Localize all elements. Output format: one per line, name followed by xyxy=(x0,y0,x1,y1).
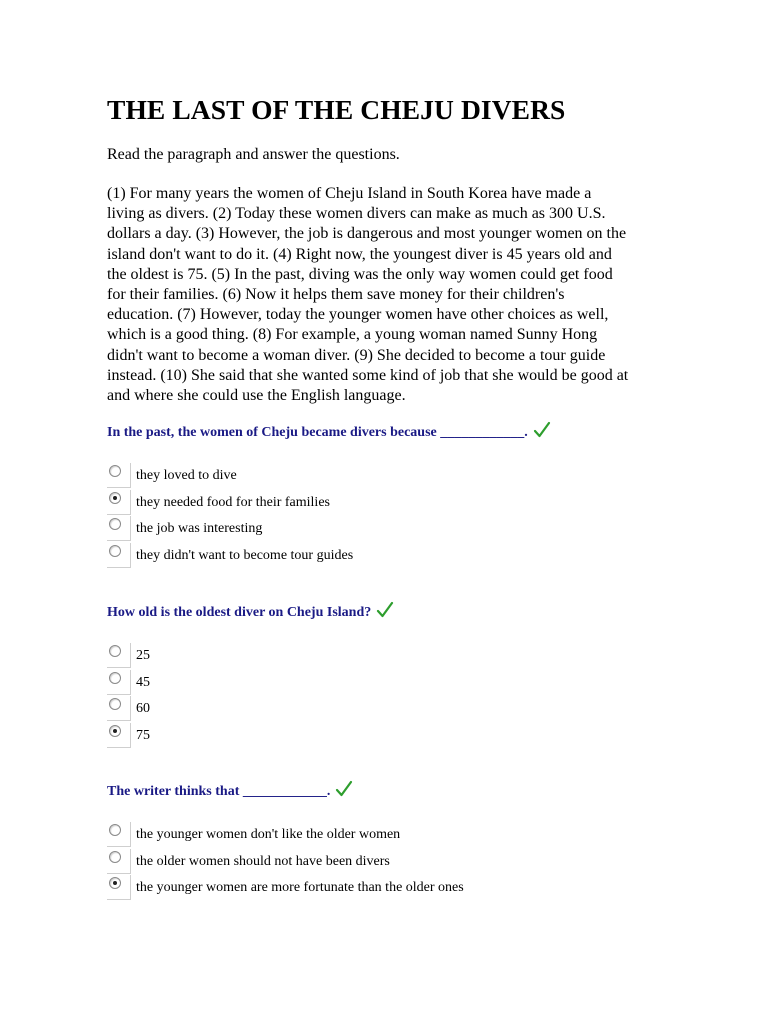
check-icon xyxy=(335,780,353,807)
option-label: the younger women are more fortunate than the older ones xyxy=(136,880,464,895)
question-text: The writer thinks that ____________. xyxy=(107,784,331,799)
passage-line: dollars a day. (3) However, the job is dangerous and most younger women on the xyxy=(107,225,627,243)
passage-line: island don't want to do it. (4) Right now, the youngest diver is 45 years old and xyxy=(107,245,612,263)
option-label: the job was interesting xyxy=(136,521,263,536)
option-label: 25 xyxy=(136,648,150,663)
option-label: the older women should not have been divers xyxy=(136,854,390,869)
passage-line: which is a good thing. (8) For example, a young woman named Sunny Hong xyxy=(107,326,598,344)
passage-line: education. (7) However, today the younger women have other choices as well, xyxy=(107,306,609,324)
option-label: 75 xyxy=(136,728,150,743)
radio-button[interactable] xyxy=(109,645,121,657)
radio-button-selected[interactable] xyxy=(109,725,121,737)
check-icon xyxy=(376,601,394,628)
answer-option[interactable] xyxy=(107,723,667,749)
answer-option[interactable] xyxy=(107,543,667,569)
option-label: the younger women don't like the older women xyxy=(136,827,401,842)
radio-button[interactable] xyxy=(109,672,121,684)
answer-option[interactable] xyxy=(107,463,667,489)
passage-line: living as divers. (2) Today these women divers can make as much as 300 U.S. xyxy=(107,205,606,223)
option-label: they didn't want to become tour guides xyxy=(136,548,354,563)
radio-button[interactable] xyxy=(109,465,121,477)
answer-option[interactable] xyxy=(107,670,667,696)
answer-option[interactable] xyxy=(107,696,667,722)
question-text: How old is the oldest diver on Cheju Island? xyxy=(107,605,372,620)
answer-option[interactable] xyxy=(107,822,667,848)
question-2 xyxy=(107,601,667,743)
answer-option[interactable] xyxy=(107,490,667,516)
radio-button[interactable] xyxy=(109,824,121,836)
answer-option[interactable] xyxy=(107,643,667,669)
option-label: 45 xyxy=(136,675,150,690)
radio-button-selected[interactable] xyxy=(109,877,121,889)
check-icon xyxy=(533,421,551,448)
radio-button[interactable] xyxy=(109,545,121,557)
radio-button-selected[interactable] xyxy=(109,492,121,504)
passage-line: instead. (10) She said that she wanted some kind of job that she would be good at xyxy=(107,366,629,384)
passage-line: for their families. (6) Now it helps them save money for their children's xyxy=(107,286,565,304)
question-1 xyxy=(107,421,667,563)
answer-option[interactable] xyxy=(107,516,667,542)
answer-option[interactable] xyxy=(107,875,667,901)
option-label: they needed food for their families xyxy=(136,495,330,510)
radio-button[interactable] xyxy=(109,518,121,530)
passage-line: (1) For many years the women of Cheju Island in South Korea have made a xyxy=(107,185,592,202)
passage-line: didn't want to become a woman diver. (9) She decided to become a tour guide xyxy=(107,346,606,364)
passage-line: and where she could use the English language. xyxy=(107,387,406,405)
question-3 xyxy=(107,780,667,895)
instructions-text: Read the paragraph and answer the questions. xyxy=(107,146,400,163)
page-title: THE LAST OF THE CHEJU DIVERS xyxy=(107,94,566,125)
question-text: In the past, the women of Cheju became divers because ____________. xyxy=(107,425,528,440)
option-label: they loved to dive xyxy=(136,468,237,483)
answer-option[interactable] xyxy=(107,849,667,875)
radio-button[interactable] xyxy=(109,851,121,863)
radio-button[interactable] xyxy=(109,698,121,710)
reading-passage xyxy=(107,184,663,406)
passage-line: the oldest is 75. (5) In the past, diving was the only way women could get food xyxy=(107,265,613,283)
option-label: 60 xyxy=(136,701,150,716)
